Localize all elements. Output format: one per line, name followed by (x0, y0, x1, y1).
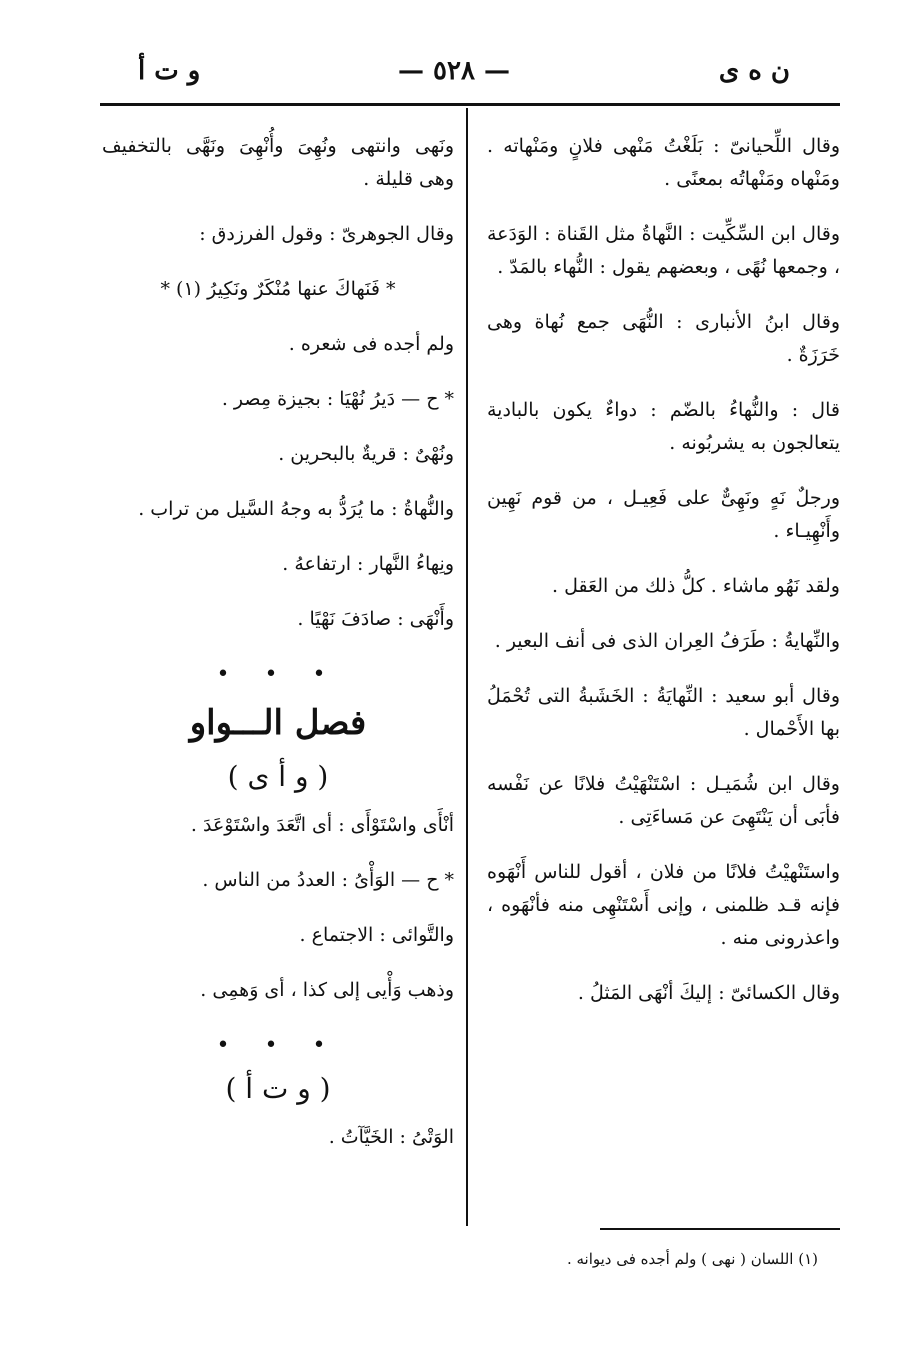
section-heading: فصل الـــواو (189, 703, 367, 743)
entry-paragraph: وقال أبو سعيد : النِّهايَةُ : الخَشَبةُ التى تُحْمَلُ بها الأَحْمال . (487, 685, 840, 740)
entry-paragraph: ورجلٌ نَهٍ ونَهِىٌّ على فَعِيـل ، من قوم نَهِين وأَنْهِيـاء . (487, 487, 840, 542)
entry-paragraph: وأَنْهَى : صادَفَ نَهْيًا . (297, 608, 454, 630)
entry-paragraph: وقال الكسائىّ : إليكَ أنْهَى المَثلُ . (577, 982, 840, 1004)
footnote-rule (600, 1228, 840, 1230)
entry-paragraph: وقال ابن شُمَيـل : اسْتَنْهَيْتُ فلانًا عن نَفْسه فأبَى أن يَنْتَهِىَ عن مَساءَتِى . (487, 773, 840, 828)
entry-paragraph: ولقد نَهُو ماشاء . كلُّ ذلك من العَقل . (552, 575, 840, 597)
poetry-verse: * فَنَهاكَ عنها مُنْكَرٌ ونَكِيرُ (١) * (160, 278, 396, 300)
entry-paragraph: وقال الجوهرىّ : وقول الفرزدق : (199, 223, 454, 245)
entry-paragraph: أنْأَى واسْتَوْأَى : أى اتَّعَدَ واسْتَوْعَدَ . (190, 814, 454, 836)
entry-paragraph: * ح — دَيرُ نُهْيَا : بجيزة مِصر . (221, 388, 454, 410)
entry-paragraph: ولم أجده فى شعره . (288, 333, 454, 355)
entry-paragraph: وذهب وَأْيى إلى كذا ، أى وَهمِى . (200, 979, 454, 1001)
right-column (487, 130, 840, 1032)
header-rule (100, 103, 840, 106)
entry-paragraph: * ح — الوَأْىُ : العددُ من الناس . (202, 869, 454, 891)
entry-paragraph: والنِّهايةُ : طَرَفُ العِران الذى فى أنف البعير . (494, 630, 840, 652)
root-heading: ( و ت أ ) (225, 1072, 331, 1105)
footnote: (١) اللسان ( نهى ) ولم أجده فى ديوانه . (566, 1250, 818, 1268)
separator-dots: • • • (216, 1033, 340, 1058)
left-column (102, 130, 454, 1176)
entry-paragraph: والتَّوائى : الاجتماع . (299, 924, 454, 946)
page-number: — ٥٢٨ — (397, 56, 511, 86)
separator-dots: • • • (216, 662, 340, 687)
column-divider (466, 108, 468, 1226)
header-root-left: و ت أ (138, 56, 201, 86)
entry-paragraph: وقال ابن السِّكِّيت : النَّهاةُ مثل القَناة : الوَدَعة ، وجمعها نُهًى ، وبعضهم يقول : النُّهاء بالمَدّ . (487, 223, 840, 278)
entry-paragraph: ونَهى وانتهى ونُهِىَ وأُنْهِىَ ونَهَّى بالتخفيف وهى قليلة . (102, 135, 454, 190)
entry-paragraph: والنُّهاةُ : ما يُرَدُّ به وجهُ السَّيل من تراب . (138, 498, 454, 520)
entry-paragraph: قال : والنُّهاءُ بالضّم : دواءٌ يكون بالبادية يتعالجون به يشربُونه . (487, 399, 840, 454)
entry-paragraph: ونُهْىٌ : قريةٌ بالبحرين . (278, 443, 454, 465)
root-heading: ( و أ ى ) (227, 760, 329, 793)
entry-paragraph: ونِهاءُ النَّهار : ارتفاعهُ . (282, 553, 454, 575)
entry-paragraph: وقال ابنُ الأنبارى : النُّهَى جمع نُهاة وهى خَرَزَةٌ . (487, 311, 840, 366)
entry-paragraph: واستَنْهيْتُ فلانًا من فلان ، أقول للناس أَنْهَوه فإنه قـد ظلمنى ، وإنى أَسْتَنْهِى منه فأنْهَوه ، واعذرونى منه . (487, 861, 840, 949)
entry-paragraph: الوَتْىُ : الخَيَّآتُ . (328, 1126, 454, 1148)
header-root-right: ن ه ى (718, 56, 790, 86)
entry-paragraph: وقال اللِّحيانىّ : بَلَغْتُ مَنْهى فلانٍ ومَنْهاته . ومَنْهاه ومَنْهاتُه بمعنًى . (487, 135, 840, 190)
